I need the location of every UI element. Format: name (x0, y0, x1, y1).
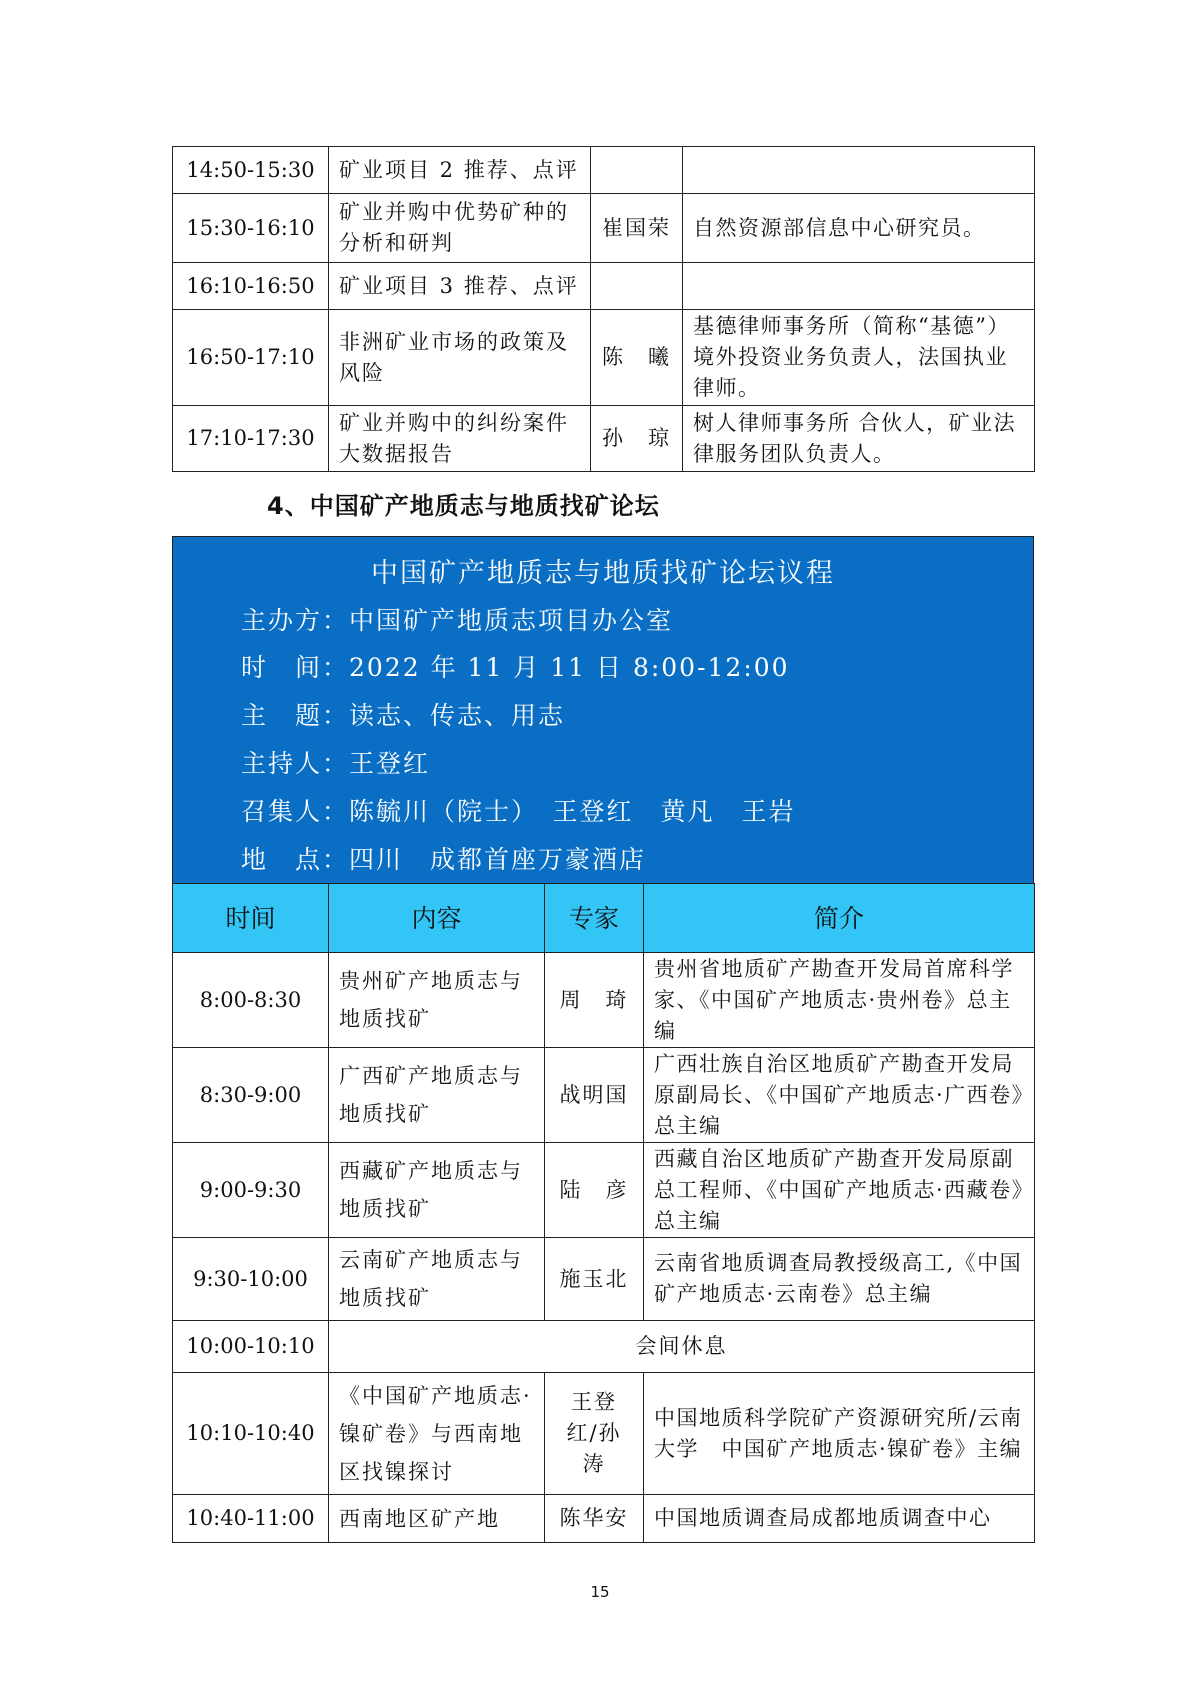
time-label: 时 间： (241, 653, 350, 682)
time-cell: 16:50-17:10 (173, 310, 329, 406)
organizer-label: 主办方： (241, 606, 350, 635)
expert-cell (591, 147, 683, 194)
header-content: 内容 (329, 884, 545, 953)
intro-cell: 自然资源部信息中心研究员。 (683, 194, 1035, 263)
header-time: 时间 (173, 884, 329, 953)
table-row (173, 263, 1035, 310)
page-number: 15 (590, 1583, 610, 1601)
expert-cell: 战明国 (545, 1048, 644, 1143)
time-row (241, 648, 790, 684)
time-cell: 10:40-11:00 (173, 1495, 329, 1543)
intro-cell: 基德律师事务所（简称“基德”）境外投资业务负责人，法国执业律师。 (683, 310, 1035, 406)
content-cell: 矿业并购中的纠纷案件大数据报告 (329, 406, 591, 472)
table-row (173, 1373, 1035, 1495)
intro-cell: 中国地质调查局成都地质调查中心 (644, 1495, 1035, 1543)
break-label: 会间休息 (329, 1321, 1035, 1373)
expert-cell: 周 琦 (545, 953, 644, 1048)
table-row (173, 194, 1035, 263)
time-cell: 8:30-9:00 (173, 1048, 329, 1143)
venue-value: 四川 成都首座万豪酒店 (349, 845, 647, 874)
theme-row (241, 696, 565, 732)
table-row (173, 1048, 1035, 1143)
time-cell: 9:00-9:30 (173, 1143, 329, 1238)
venue-row (241, 840, 646, 876)
content-cell: 贵州矿产地质志与地质找矿 (329, 953, 545, 1048)
content-cell: 西南地区矿产地 (329, 1495, 545, 1543)
venue-label: 地 点： (241, 845, 350, 874)
content-cell: 广西矿产地质志与地质找矿 (329, 1048, 545, 1143)
intro-cell: 树人律师事务所 合伙人，矿业法律服务团队负责人。 (683, 406, 1035, 472)
expert-cell: 陈 曦 (591, 310, 683, 406)
table-row (173, 1143, 1035, 1238)
intro-cell: 中国地质科学院矿产资源研究所/云南大学 中国矿产地质志·镍矿卷》主编 (644, 1373, 1035, 1495)
organizer-row (241, 601, 673, 637)
header-expert: 专家 (545, 884, 644, 953)
intro-cell: 西藏自治区地质矿产勘查开发局原副总工程师、《中国矿产地质志·西藏卷》总主编 (644, 1143, 1035, 1238)
content-cell: 矿业项目 3 推荐、点评 (329, 263, 591, 310)
content-cell: 西藏矿产地质志与地质找矿 (329, 1143, 545, 1238)
forum-title: 中国矿产地质志与地质找矿论坛议程 (371, 558, 835, 589)
table-row (173, 310, 1035, 406)
intro-cell (683, 263, 1035, 310)
intro-cell: 贵州省地质矿产勘查开发局首席科学家、《中国矿产地质志·贵州卷》总主编 (644, 953, 1035, 1048)
intro-cell (683, 147, 1035, 194)
expert-cell: 崔国荣 (591, 194, 683, 263)
convener-label: 召集人： (241, 797, 350, 826)
time-cell: 8:00-8:30 (173, 953, 329, 1048)
expert-cell: 陆 彦 (545, 1143, 644, 1238)
content-cell: 《中国矿产地质志·镍矿卷》与西南地区找镍探讨 (329, 1373, 545, 1495)
section-heading: 4、中国矿产地质志与地质找矿论坛 (267, 492, 660, 520)
break-row (173, 1321, 1035, 1373)
host-label: 主持人： (241, 749, 350, 778)
time-value: 2022 年 11 月 11 日 8:00-12:00 (349, 653, 790, 682)
intro-cell: 广西壮族自治区地质矿产勘查开发局原副局长、《中国矿产地质志·广西卷》总主编 (644, 1048, 1035, 1143)
time-cell: 17:10-17:30 (173, 406, 329, 472)
host-row (241, 744, 430, 780)
table-row (173, 1238, 1035, 1321)
content-cell: 矿业并购中优势矿种的分析和研判 (329, 194, 591, 263)
time-cell: 16:10-16:50 (173, 263, 329, 310)
expert-cell: 陈华安 (545, 1495, 644, 1543)
convener-value: 陈毓川（院士） 王登红 黄凡 王岩 (349, 797, 796, 826)
table-row (173, 406, 1035, 472)
header-intro: 简介 (644, 884, 1035, 953)
table-header-row (173, 884, 1035, 953)
theme-value: 读志、传志、用志 (349, 701, 566, 730)
theme-label: 主 题： (241, 701, 350, 730)
time-cell: 9:30-10:00 (173, 1238, 329, 1321)
schedule-table-top (172, 146, 1035, 472)
table-row (173, 147, 1035, 194)
forum-info-box (172, 536, 1034, 883)
expert-cell (591, 263, 683, 310)
agenda-table (172, 883, 1035, 1543)
content-cell: 非洲矿业市场的政策及风险 (329, 310, 591, 406)
content-cell: 矿业项目 2 推荐、点评 (329, 147, 591, 194)
expert-cell: 孙 琼 (591, 406, 683, 472)
table-row (173, 953, 1035, 1048)
expert-cell: 王登红/孙 涛 (545, 1373, 644, 1495)
table-row (173, 1495, 1035, 1543)
host-value: 王登红 (349, 749, 431, 778)
content-cell: 云南矿产地质志与地质找矿 (329, 1238, 545, 1321)
time-cell: 10:10-10:40 (173, 1373, 329, 1495)
time-cell: 14:50-15:30 (173, 147, 329, 194)
intro-cell: 云南省地质调查局教授级高工,《中国矿产地质志·云南卷》总主编 (644, 1238, 1035, 1321)
convener-row (241, 792, 796, 828)
expert-cell: 施玉北 (545, 1238, 644, 1321)
organizer-value: 中国矿产地质志项目办公室 (349, 606, 674, 635)
time-cell: 15:30-16:10 (173, 194, 329, 263)
time-cell: 10:00-10:10 (173, 1321, 329, 1373)
